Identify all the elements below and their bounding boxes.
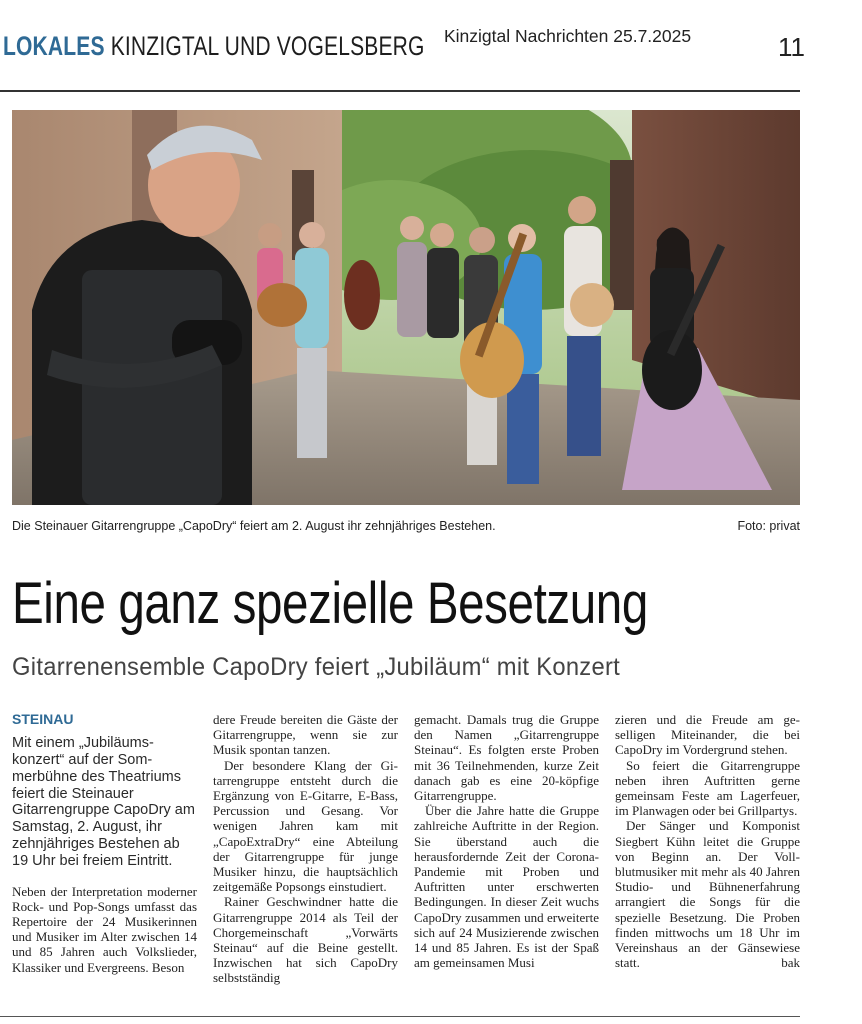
article-column-1 [12, 712, 197, 975]
body-paragraph: Rainer Geschwindner hatte die Gitarrengruppe 2014 als Teil der Chorgemeinschaft „Vorwärts Steinau“ auf die Beine gestellt. Inzwischen hat sich CapoDry selbstständig [213, 894, 398, 986]
body-paragraph: Neben der Interpretation moderner Rock- und Pop-Songs umfasst das Repertoire der 24 Musikerinnen und Musiker im Alter zwischen 14 und 85 Jahren auch Volkslieder, Klassiker und Evergreens. Beson [12, 883, 197, 975]
article-column-4 [615, 712, 800, 970]
group-photo [12, 110, 800, 505]
page-number: 11 [778, 32, 805, 62]
article-subheadline: Gitarrenensemble CapoDry feiert „Jubiläum“ mit Konzert [12, 653, 621, 681]
photo-credit: Foto: privat [737, 519, 800, 533]
dateline: STEINAU [12, 711, 74, 727]
body-paragraph-text: Der Sänger und Komponist Siegbert Kühn leitet die Gruppe von Beginn an. Der Vollblutmusiker mit mehr als 40 Jahren Studio- und Bühnenerfahrung arrangiert die Songs für die spezielle Besetzung. Die Proben finden mittwochs um 18 Uhr im Vereinshaus an der Gänsewiese statt. [615, 818, 800, 971]
group-photo-illustration [12, 110, 800, 505]
body-paragraph: gemacht. Damals trug die Gruppe den Namen „Gitarrengruppe Steinau“. Es folgten erste Proben mit 36 Teilnehmenden, kurze Zeit danach gab es eine 20-köpfige Gitarrengruppe. [414, 712, 599, 804]
lead-paragraph: Mit einem „Jubiläumskonzert“ auf der Sommerbühne des Theatriums feiert die Steinauer Gitarrengruppe CapoDry am Samstag, 2. August, ihr zehnjähriges Bestehen ab 19 Uhr bei freiem Eintritt. [12, 735, 195, 869]
footer-rule [0, 1016, 800, 1017]
paper-name-date: Kinzigtal Nachrichten 25.7.2025 [444, 26, 692, 46]
body-paragraph: dere Freude bereiten die Gäste der Gitarrengruppe, wenn sie zur Musik spontan tanzen. [213, 712, 398, 758]
body-paragraph: zieren und die Freude am geselligen Miteinander, die bei CapoDry im Vordergrund stehen. [615, 712, 800, 758]
author-initials: bak [781, 955, 800, 971]
page-header [0, 26, 805, 70]
body-paragraph: Über die Jahre hatte die Gruppe zahlreiche Auftritte in der Region. Sie überstand auch die herausfordernde Zeit der Corona-Pandemie mit Proben und Auftritten unter erschwerten Bedingungen. In dieser Zeit wuchs CapoDry zusammen und erweiterte sich auf 24 Musizierende zwischen 14 und 85 Jahren. Es ist der Spaß am gemeinsamen Musi [414, 803, 599, 971]
header-rule [0, 90, 800, 92]
article-column-3 [414, 712, 599, 970]
photo-caption: Die Steinauer Gitarrengruppe „CapoDry“ feiert am 2. August ihr zehnjähriges Bestehen. [12, 519, 496, 533]
article-headline: Eine ganz spezielle Besetzung [12, 571, 648, 636]
section-title [3, 31, 425, 62]
body-paragraph [615, 818, 800, 970]
region-label: KINZIGTAL UND VOGELSBERG [110, 31, 425, 61]
body-paragraph: So feiert die Gitarrengruppe neben ihren Auftritten gerne gemeinsam Feste am Lagerfeuer, im Planwagen oder bei Grillpartys. [615, 757, 800, 819]
section-label: LOKALES [3, 31, 105, 61]
article-column-2 [213, 712, 398, 986]
body-paragraph: Der besondere Klang der Gitarrengruppe entsteht durch die Ergänzung von E-Gitarre, E-Bass, Percussion und Gesang. Vor wenigen Jahren kam mit „CapoExtraDry“ eine Abteilung der Gitarrengruppe für junge Musiker hinzu, die hauptsächlich zeitgemäße Popsongs einstudiert. [213, 757, 398, 895]
